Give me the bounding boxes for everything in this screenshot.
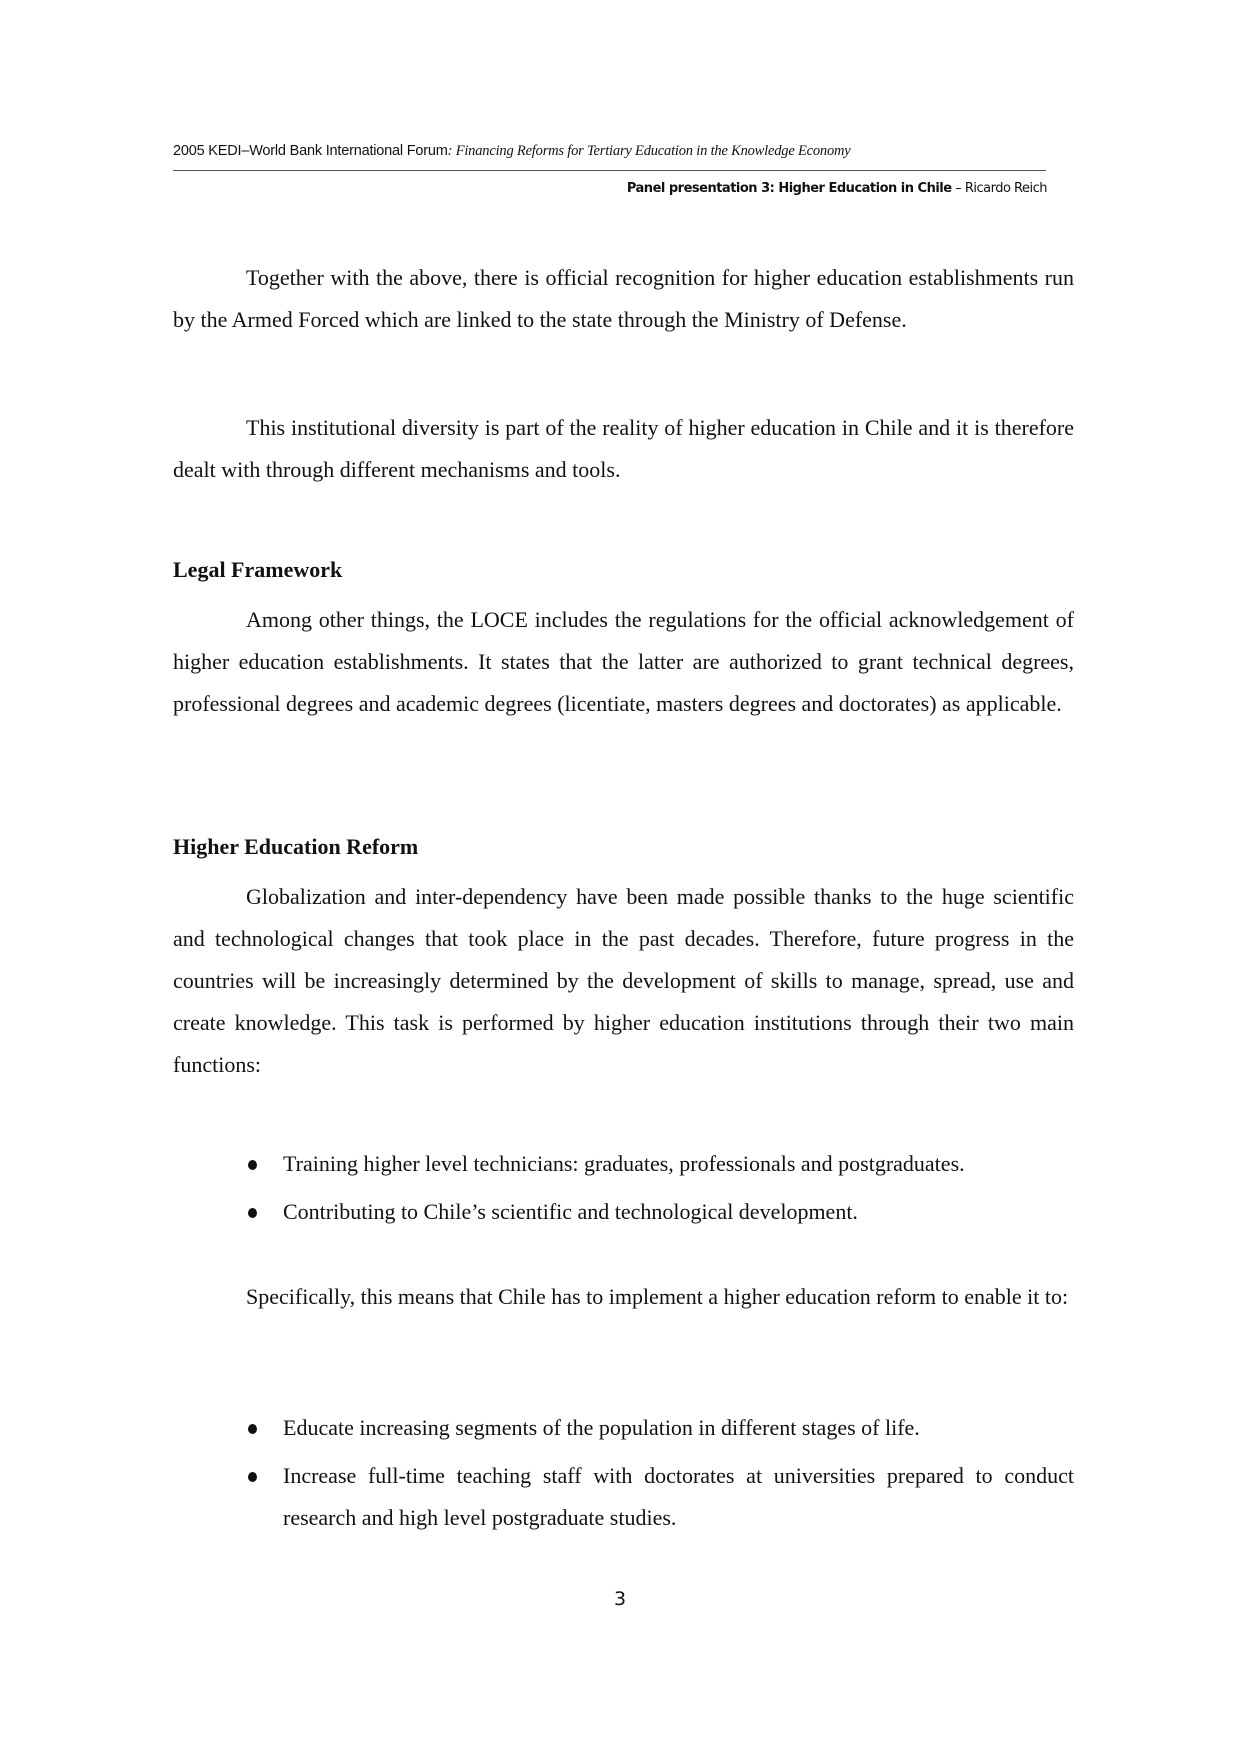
paragraph-specifically <box>173 1276 1074 1318</box>
paragraph-text: Globalization and inter-dependency have been made possible thanks to the huge scientific and technological changes that took place in the past decades. Therefore, future progress in the countries will be increasingly determined by the development of skills to manage, spread, use and create knowledge. This task is performed by higher education institutions through their two main functions: <box>173 884 1074 1077</box>
paragraph-text: Together with the above, there is official recognition for higher education establishments run by the Armed Forced which are linked to the state through the Ministry of Defense. <box>173 265 1074 332</box>
paragraph-text: Among other things, the LOCE includes the regulations for the official acknowledgement of higher education establishments. It states that the latter are authorized to grant technical degrees, professional degrees and academic degrees (licentiate, masters degrees and doctorates) as applicable. <box>173 607 1074 716</box>
forum-name: 2005 KEDI–World Bank International Forum <box>173 143 448 159</box>
bullet-icon <box>248 1424 257 1434</box>
paragraph-loce <box>173 599 1074 725</box>
paragraph-armed-forces <box>173 257 1074 341</box>
bullet-icon <box>248 1160 257 1170</box>
paragraph-globalization <box>173 876 1074 1086</box>
list-item <box>173 1455 1074 1539</box>
running-header-panel <box>627 181 1047 196</box>
paragraph-text: Specifically, this means that Chile has to implement a higher education reform to enable it to: <box>246 1284 1069 1309</box>
bullet-list-functions <box>173 1143 1074 1233</box>
list-item-text: Educate increasing segments of the population in different stages of life. <box>283 1415 920 1440</box>
page-number: 3 <box>613 1588 627 1610</box>
bullet-list-reform-goals <box>173 1407 1074 1539</box>
panel-title: Panel presentation 3: Higher Education in Chile <box>626 181 952 196</box>
bullet-icon <box>248 1472 257 1482</box>
forum-title: : Financing Reforms for Tertiary Education in the Knowledge Economy <box>447 143 851 159</box>
panel-author: – Ricardo Reich <box>951 181 1047 196</box>
paragraph-diversity <box>173 407 1074 491</box>
list-item-text: Training higher level technicians: graduates, professionals and postgraduates. <box>283 1151 965 1176</box>
bullet-icon <box>248 1208 257 1218</box>
list-item <box>173 1143 1074 1185</box>
heading-legal-framework: Legal Framework <box>173 557 343 582</box>
paragraph-text: This institutional diversity is part of the reality of higher education in Chile and it is therefore dealt with through different mechanisms and tools. <box>173 415 1074 482</box>
list-item-text: Increase full-time teaching staff with doctorates at universities prepared to conduct research and high level postgraduate studies. <box>283 1463 1074 1530</box>
running-header-forum <box>173 143 851 160</box>
list-item <box>173 1191 1074 1233</box>
heading-higher-education-reform: Higher Education Reform <box>173 834 419 859</box>
header-divider <box>173 170 1046 171</box>
list-item-text: Contributing to Chile’s scientific and technological development. <box>283 1199 858 1224</box>
list-item <box>173 1407 1074 1449</box>
